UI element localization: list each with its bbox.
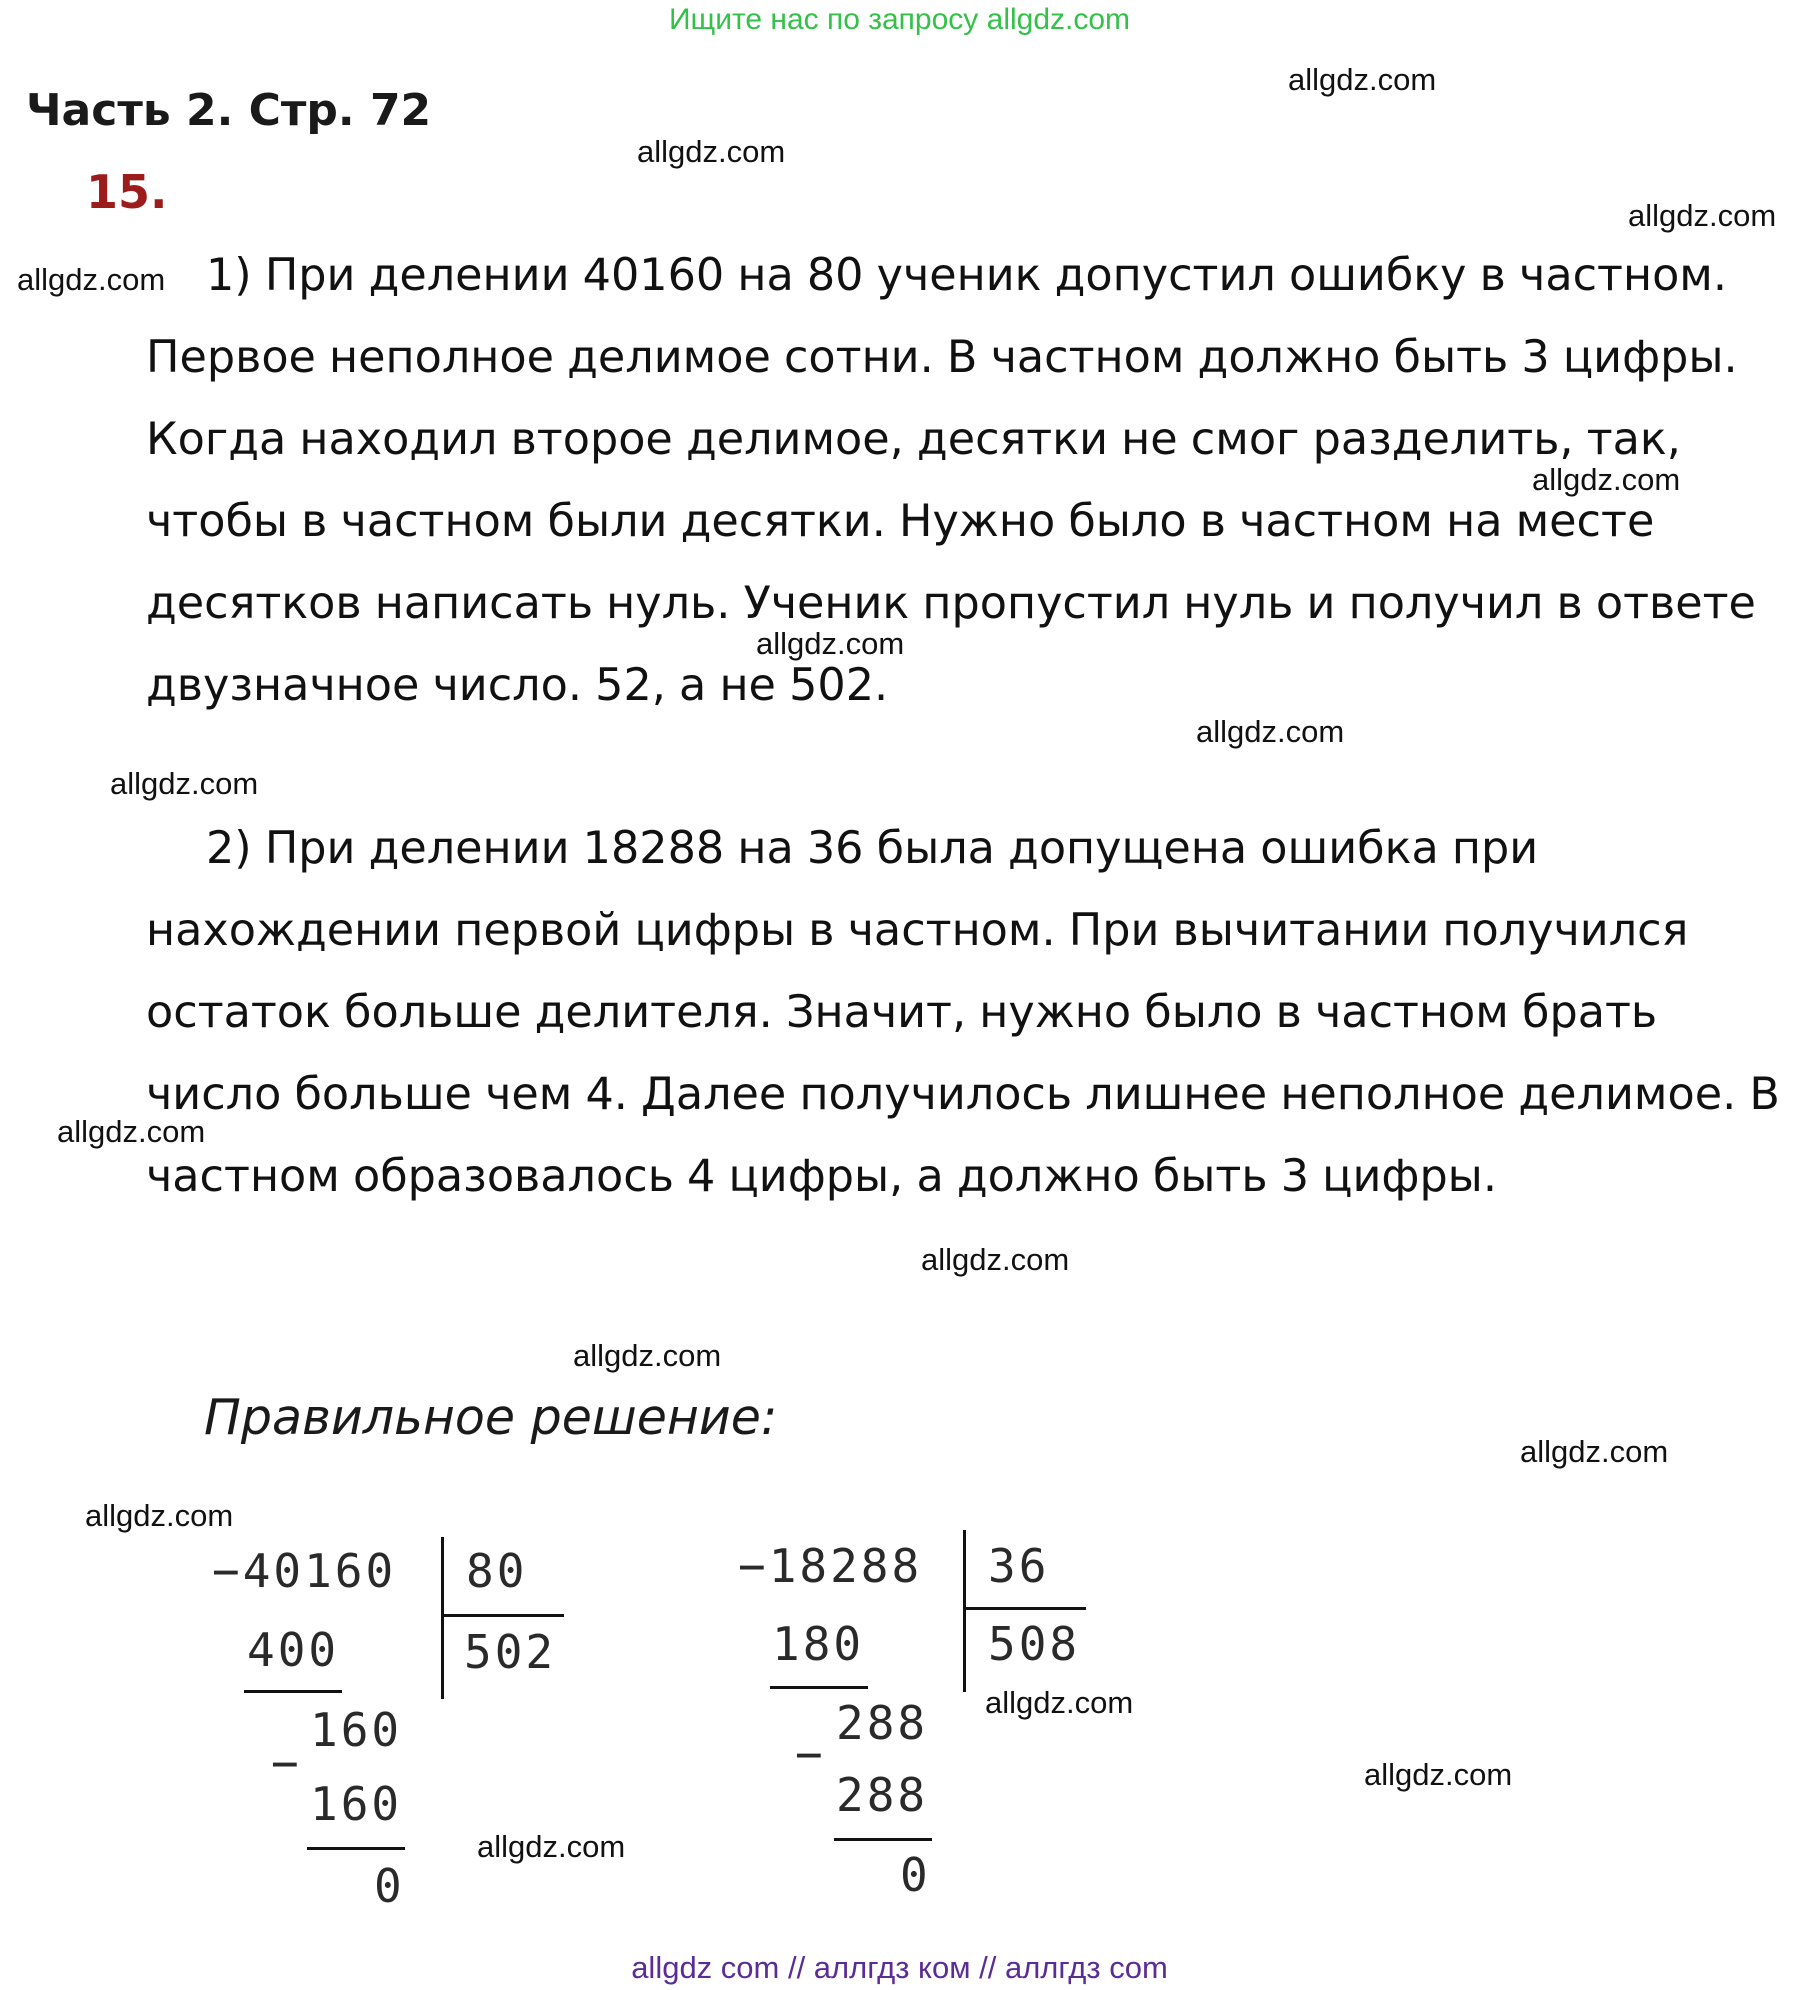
division2-minus: − <box>795 1727 826 1781</box>
watermark: allgdz.com <box>1520 1434 1669 1469</box>
watermark: allgdz.com <box>921 1242 1070 1277</box>
division1-quotient-line <box>441 1614 564 1617</box>
watermark: allgdz.com <box>477 1829 626 1864</box>
division2-quotient: 508 <box>988 1617 1081 1671</box>
division1-minus: − <box>271 1736 302 1790</box>
page-title: Часть 2. Стр. 72 <box>26 85 432 136</box>
division2-step2: 288 <box>836 1696 929 1750</box>
task-number: 15. <box>86 165 168 219</box>
division2-dividend: −18288 <box>738 1539 923 1593</box>
division1-remainder: 0 <box>374 1859 405 1913</box>
watermark: allgdz.com <box>1288 62 1437 97</box>
watermark: allgdz.com <box>1364 1757 1513 1792</box>
division1-rule-2 <box>307 1847 405 1850</box>
solution-heading: Правильное решение: <box>204 1389 778 1446</box>
division2-rule-2 <box>834 1838 932 1841</box>
watermark: allgdz.com <box>1196 714 1345 749</box>
watermark: allgdz.com <box>756 626 905 661</box>
division2-remainder: 0 <box>900 1848 931 1902</box>
watermark: allgdz.com <box>57 1114 206 1149</box>
division2-step3: 288 <box>836 1768 929 1822</box>
watermark: allgdz.com <box>573 1338 722 1373</box>
division1-dividend: −40160 <box>212 1544 397 1598</box>
watermark: allgdz.com <box>1532 462 1681 497</box>
division2-step1: 180 <box>772 1617 865 1671</box>
division1-quotient: 502 <box>464 1625 557 1679</box>
division2-vertical-bar <box>963 1530 966 1692</box>
division1-step2: 160 <box>310 1703 403 1757</box>
answer-paragraph-1: 1) При делении 40160 на 80 ученик допустил ошибку в частном. Первое неполное делимое сотни. В частном должно быть 3 цифры. Когда находил второе делимое, десятки не смог разделить, так, чтобы в частном были десятки. Нужно было в частном на месте десятков написать нуль. Ученик пропустил нуль и получил в ответе двузначное число. 52, а не 502. <box>146 250 1756 711</box>
watermark: allgdz.com <box>637 134 786 169</box>
watermark: allgdz.com <box>110 766 259 801</box>
division1-step1: 400 <box>247 1623 340 1677</box>
footer-watermark: allgdz com // аллгдз ком // аллгдз com <box>631 1950 1168 1985</box>
division2-rule-1 <box>770 1686 868 1689</box>
watermark: allgdz.com <box>985 1685 1134 1720</box>
division2-divisor: 36 <box>988 1539 1050 1593</box>
watermark: allgdz.com <box>17 262 166 297</box>
watermark: allgdz.com <box>85 1498 234 1533</box>
division1-rule-1 <box>244 1690 342 1693</box>
division2-quotient-line <box>963 1607 1086 1610</box>
division1-divisor: 80 <box>466 1544 528 1598</box>
watermark: allgdz.com <box>1628 198 1777 233</box>
answer-paragraph-2: 2) При делении 18288 на 36 была допущена ошибка при нахождении первой цифры в частном. При вычитании получился остаток больше делителя. Значит, нужно было в частном брать число больше чем 4. Далее получилось лишнее неполное делимое. В частном образовалось 4 цифры, а должно быть 3 цифры. <box>146 823 1780 1202</box>
search-banner: Ищите нас по запросу allgdz.com <box>668 3 1131 36</box>
division1-vertical-bar <box>441 1537 444 1699</box>
division1-step3: 160 <box>310 1777 403 1831</box>
